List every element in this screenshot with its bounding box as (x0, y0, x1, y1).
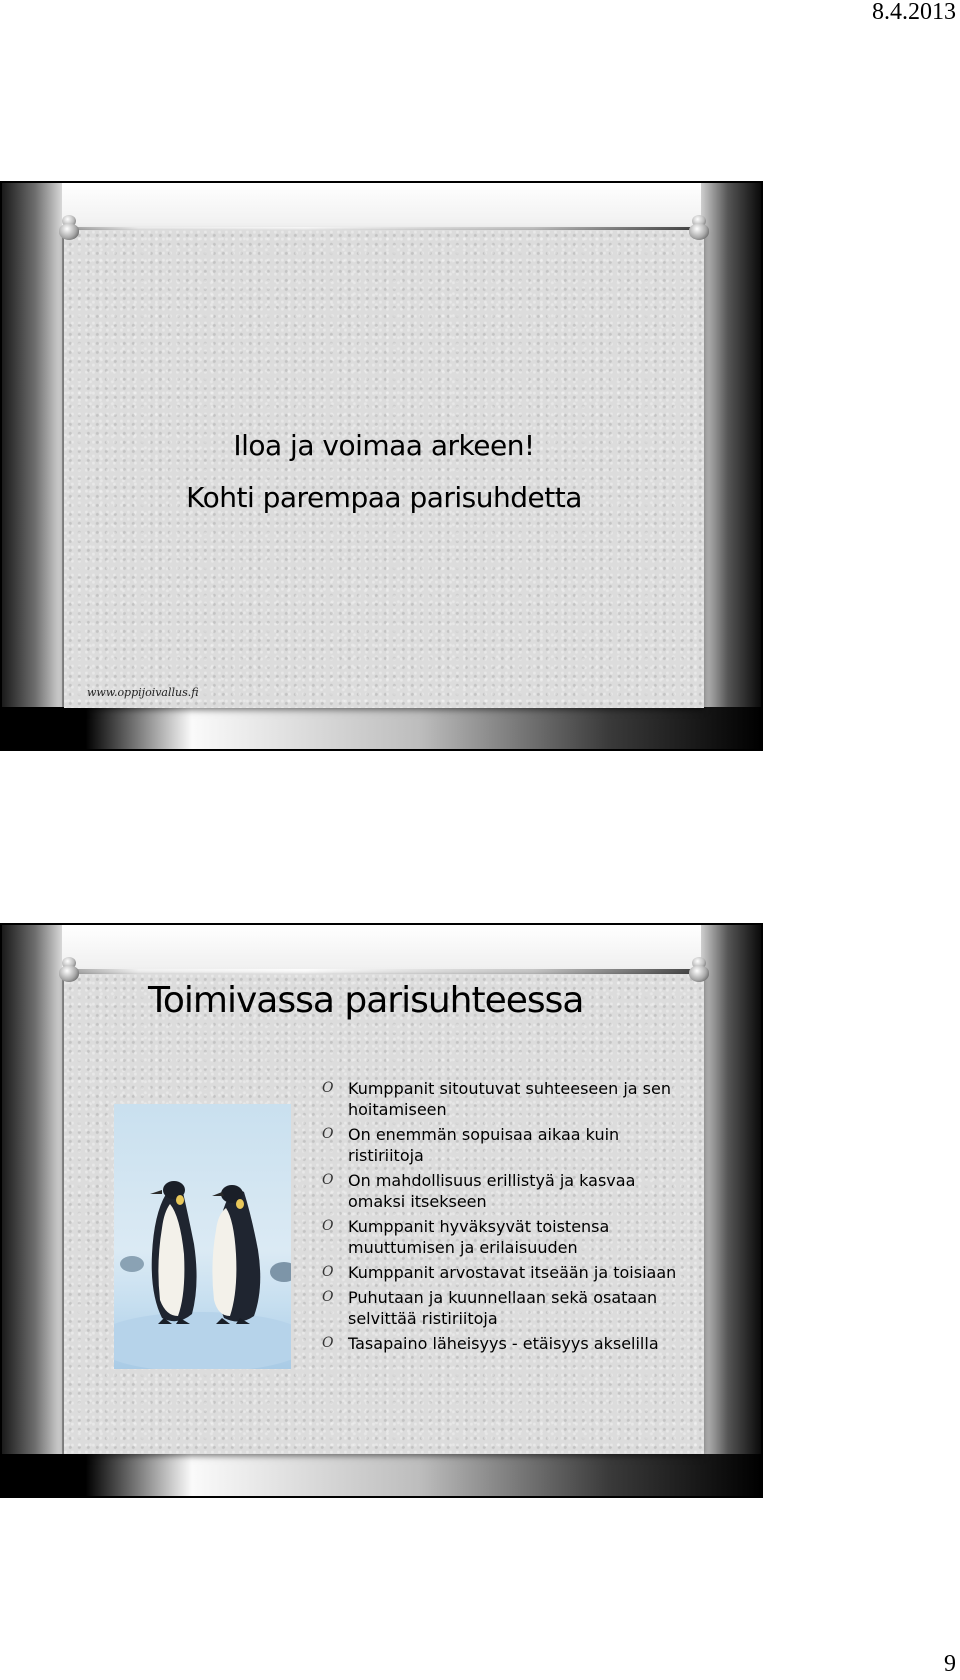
list-item (320, 1170, 690, 1212)
bullet-marker: O (322, 1289, 334, 1305)
penguins-illustration (114, 1104, 291, 1369)
pushpin-icon (58, 215, 80, 241)
bullet-text: On enemmän sopuisaa aikaa kuin ristiriitoja (348, 1125, 620, 1165)
penguin-photo (114, 1104, 291, 1369)
bullet-text: Tasapaino läheisyys - etäisyys akselilla (348, 1334, 659, 1353)
bullet-text: Kumppanit sitoutuvat suhteeseen ja sen hoitamiseen (348, 1079, 671, 1119)
slide-1 (0, 181, 763, 751)
bullet-text: Kumppanit arvostavat itseään ja toisiaan (348, 1263, 677, 1282)
slide-2 (0, 923, 763, 1498)
page-date: 8.4.2013 (872, 0, 956, 25)
bullet-marker: O (322, 1335, 334, 1351)
watermark-text: www.oppijoivallus.fi (87, 686, 199, 699)
bullet-marker: O (322, 1172, 334, 1188)
list-item (320, 1124, 690, 1166)
slide-2-title: Toimivassa parisuhteessa (148, 980, 584, 1021)
title-line-2: Kohti parempaa parisuhdetta (186, 481, 582, 514)
page-number: 9 (944, 1651, 956, 1677)
pushpin-icon (58, 957, 80, 983)
bullet-text: Puhutaan ja kuunnellaan sekä osataan selvittää ristiriitoja (348, 1288, 658, 1328)
bullet-text: On mahdollisuus erillistyä ja kasvaa omaksi itsekseen (348, 1171, 636, 1211)
list-item (320, 1287, 690, 1329)
list-item (320, 1262, 690, 1283)
slide-paper (64, 974, 704, 1454)
slide-paper (64, 230, 704, 708)
bullet-text: Kumppanit hyväksyvät toistensa muuttumisen ja erilaisuuden (348, 1217, 610, 1257)
list-item (320, 1333, 690, 1354)
bullet-marker: O (322, 1080, 334, 1096)
bullet-marker: O (322, 1264, 334, 1280)
slide-1-title (64, 420, 704, 524)
list-item (320, 1078, 690, 1120)
bullet-marker: O (322, 1218, 334, 1234)
pushpin-icon (688, 957, 710, 983)
bullet-list (320, 1078, 690, 1358)
bullet-marker: O (322, 1126, 334, 1142)
pushpin-icon (688, 215, 710, 241)
list-item (320, 1216, 690, 1258)
title-line-1: Iloa ja voimaa arkeen! (233, 429, 535, 462)
